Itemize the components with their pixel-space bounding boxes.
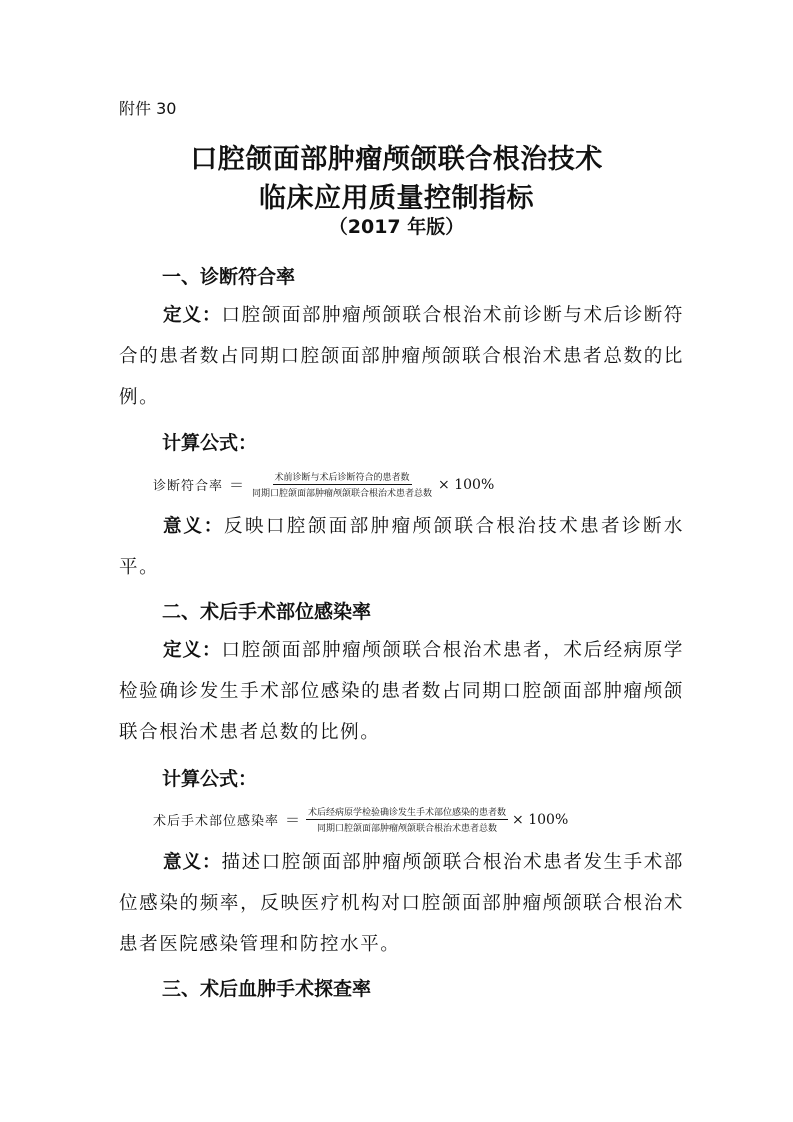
section-1-formula-label: 计算公式： xyxy=(162,432,258,454)
meaning-label: 意义： xyxy=(163,852,222,873)
section-1-meaning xyxy=(119,506,684,588)
formula-fraction xyxy=(250,470,434,499)
section-2-definition xyxy=(119,630,684,753)
formula-numerator: 术前诊断与术后诊断符合的患者数 xyxy=(273,470,412,485)
formula-equals: ＝ xyxy=(229,476,245,494)
formula-equals: ＝ xyxy=(285,811,301,829)
definition-text: 口腔颌面部肿瘤颅颌联合根治术患者，术后经病原学检验确诊发生手术部位感染的患者数占同期口腔颌面部肿瘤颅颌联合根治术患者总数的比例。 xyxy=(119,640,684,743)
definition-text: 口腔颌面部肿瘤颅颌联合根治术前诊断与术后诊断符合的患者数占同期口腔颌面部肿瘤颅颌联合根治术患者总数的比例。 xyxy=(119,305,684,408)
document-title-line1: 口腔颌面部肿瘤颅颌联合根治技术 xyxy=(190,144,603,175)
formula-multiplier: × 100% xyxy=(438,476,495,493)
formula-lhs: 术后手术部位感染率 xyxy=(153,814,280,829)
meaning-label: 意义： xyxy=(163,516,225,537)
section-heading-2: 二、术后手术部位感染率 xyxy=(162,601,372,623)
formula-denominator: 同期口腔颌面部肿瘤颅颌联合根治术患者总数 xyxy=(252,489,433,499)
formula-denominator: 同期口腔颌面部肿瘤颅颌联合根治术患者总数 xyxy=(317,824,498,834)
section-2-formula-label: 计算公式： xyxy=(162,768,258,790)
section-2-meaning xyxy=(119,842,684,965)
formula-numerator: 术后经病原学检验确诊发生手术部位感染的患者数 xyxy=(306,805,508,820)
section-1-formula xyxy=(153,470,494,499)
formula-lhs: 诊断符合率 xyxy=(153,479,224,494)
definition-label: 定义： xyxy=(163,640,222,661)
section-1-definition xyxy=(119,295,684,418)
section-2-formula xyxy=(153,805,568,834)
document-version: （2017 年版） xyxy=(328,216,465,238)
section-heading-1: 一、诊断符合率 xyxy=(162,266,296,288)
formula-multiplier: × 100% xyxy=(512,811,569,828)
definition-label: 定义： xyxy=(163,305,222,326)
formula-fraction xyxy=(306,805,508,834)
section-heading-3: 三、术后血肿手术探查率 xyxy=(162,978,372,1000)
meaning-text: 反映口腔颌面部肿瘤颅颌联合根治技术患者诊断水平。 xyxy=(119,516,684,578)
attachment-label: 附件 30 xyxy=(119,99,177,118)
meaning-text: 描述口腔颌面部肿瘤颅颌联合根治术患者发生手术部位感染的频率，反映医疗机构对口腔颌面部肿瘤颅颌联合根治术患者医院感染管理和防控水平。 xyxy=(119,852,684,955)
document-title-line2: 临床应用质量控制指标 xyxy=(259,183,534,214)
